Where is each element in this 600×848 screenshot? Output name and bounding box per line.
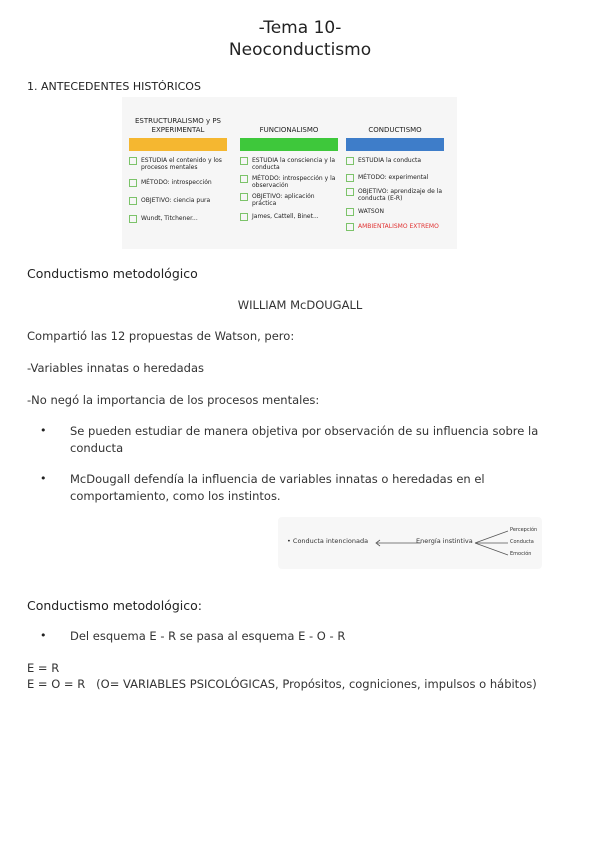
column-title: FUNCIONALISMO [259,126,319,134]
checkbox-icon [129,197,137,205]
checkbox-icon [129,157,137,165]
list-item: MÉTODO: experimental [346,174,444,182]
column-funcionalismo [240,111,338,221]
bullet-icon: • [40,629,47,642]
bullet-text: Del esquema E - R se pasa al esquema E - O - R [70,629,346,643]
list-item: ESTUDIA el contenido y los procesos mentales [129,157,227,171]
bullet-icon: • [40,424,47,437]
history-table [122,97,457,249]
list-item: James, Cattell, Binet... [240,213,338,221]
author-name: WILLIAM McDOUGALL [237,298,363,312]
formula-text: E = O = R (O= VARIABLES PSICOLÓGICAS, Propósitos, cogniciones, impulsos o hábitos) [27,677,537,691]
column-color-bar [240,138,338,151]
checkbox-icon [240,157,248,165]
list-item: ESTUDIA la conducta [346,157,444,165]
page-title-line1: -Tema 10- [258,18,342,38]
checkbox-icon [129,215,137,223]
column-title: ESTRUCTURALISMO y PS EXPERIMENTAL [135,117,221,134]
list-item: MÉTODO: introspección y la observación [240,175,338,189]
instinct-diagram [278,517,542,569]
checkbox-icon [346,188,354,196]
checkbox-icon [240,175,248,183]
bullet-text: Se pueden estudiar de manera objetiva por observación de su influencia sobre la conducta [70,424,539,455]
list-item: ESTUDIA la consciencia y la conducta [240,157,338,171]
point-text: -No negó la importancia de los procesos mentales: [27,393,320,407]
diagram-branch: Conducta [510,539,534,545]
diagram-branch: Emoción [510,551,532,557]
page-title: Neoconductismo [228,40,372,60]
checkbox-icon [346,174,354,182]
list-item: WATSON [346,208,444,216]
section-heading-antecedentes: 1. ANTECEDENTES HISTÓRICOS [27,80,201,93]
column-title: CONDUCTISMO [368,126,422,134]
column-color-bar [346,138,444,151]
list-item: OBJETIVO: aplicación práctica [240,193,338,207]
intro-text: Compartió las 12 propuestas de Watson, pero: [27,329,295,343]
formula-text: E = R [27,661,60,675]
checkbox-icon [129,179,137,187]
checkbox-icon [240,213,248,221]
diagram-branch: Percepción [510,527,538,533]
list-item: Wundt, Titchener... [129,215,227,223]
section-heading-conductismo-metodologico-2: Conductismo metodológico: [27,598,202,613]
branch-arrows-icon [473,527,513,559]
diagram-label-left: • Conducta intencionada [287,537,369,545]
list-item: MÉTODO: introspección [129,179,227,187]
diagram-label-middle: Energía instintiva [416,537,473,545]
checkbox-icon [346,223,354,231]
list-item-highlight: AMBIENTALISMO EXTREMO [346,223,444,231]
list-item: OBJETIVO: ciencia pura [129,197,227,205]
checkbox-icon [346,157,354,165]
bullet-text: McDougall defendía la influencia de variables innatas o heredadas en el comportamiento, como los instintos. [70,472,485,503]
list-item: OBJETIVO: aprendizaje de la conducta (E-R) [346,188,444,202]
point-text: -Variables innatas o heredadas [27,361,204,375]
column-conductismo [346,111,444,231]
checkbox-icon [346,208,354,216]
column-estructuralismo [129,111,227,223]
bullet-icon: • [40,472,47,485]
section-heading-conductismo-metodologico: Conductismo metodológico [27,266,198,281]
column-color-bar [129,138,227,151]
checkbox-icon [240,193,248,201]
